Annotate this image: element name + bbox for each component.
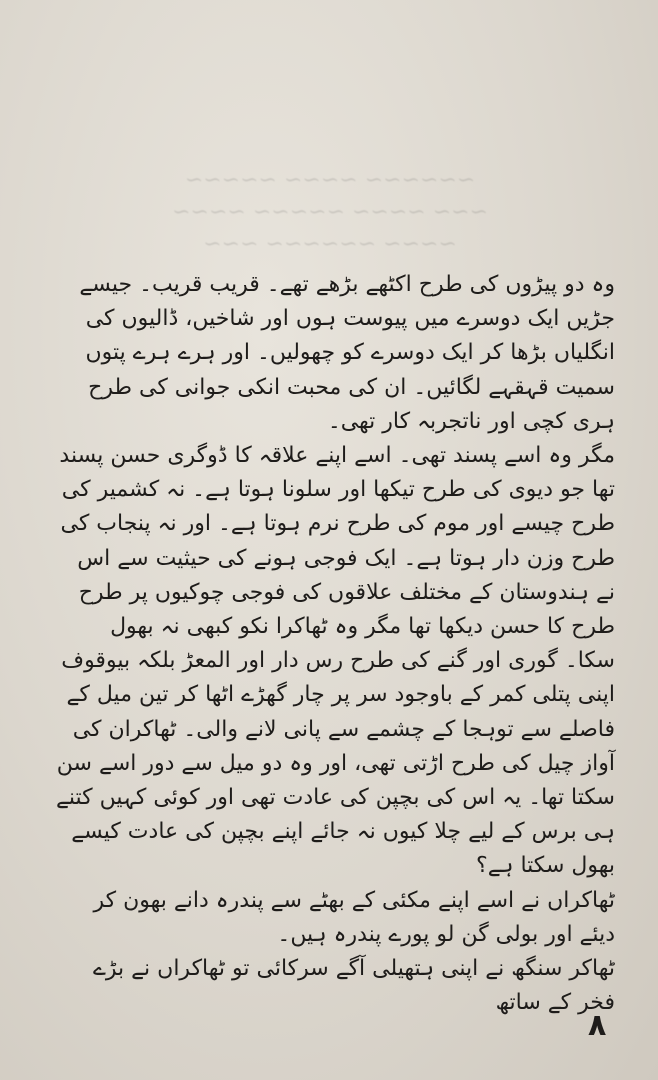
paragraph-4: ٹھاکر سنگھ نے اپنی ہتھیلی آگے سرکائی تو ٹھاکراں نے بڑے فخر کے ساتھ <box>93 956 615 1016</box>
paragraph-1: وہ دو پیڑوں کی طرح اکٹھے بڑھے تھے۔ قریب قریب۔ جیسے جڑیں ایک دوسرے میں پیوست ہوں اور شاخیں، ڈالیوں کی انگلیاں بڑھا کر ایک دوسرے کو چھولیں۔ اور ہرے ہرے پتوں سمیت قہقہے لگائیں۔ ان کی محبت انکی جوانی کی طرح ہری کچی اور ناتجربہ کار تھی۔ <box>79 272 615 434</box>
page-number: ۸ <box>588 1008 607 1043</box>
paragraph-3: ٹھاکراں نے اسے اپنے مکئی کے بھٹے سے پندرہ دانے بھون کر دیئے اور بولی گن لو پورے پندرہ ہیں۔ <box>93 887 615 947</box>
reverse-side-bleed-through: ~~~~~ ~~~~ ~~~~~~ ~~~~ ~~~~~ ~~~~ ~~~ ~~~ ~~~~~~ ~~~~ <box>172 168 488 257</box>
body-text <box>55 268 615 1020</box>
paragraph-2: مگر وہ اسے پسند تھی۔ اسے اپنے علاقہ کا ڈوگری حسن پسند تھا جو دیوی کی طرح تیکھا اور سلونا ہوتا ہے۔ نہ کشمیر کی طرح چیسے اور موم کی طرح نرم ہوتا ہے۔ اور نہ پنجاب کی طرح وزن دار ہوتا ہے۔ ایک فوجی ہونے کی حیثیت سے اس نے ہندوستان کے مختلف علاقوں کی فوجی چوکیوں پر طرح طرح کا حسن دیکھا تھا مگر وہ ٹھاکرا نکو کبھی نہ بھول سکا۔ گوری اور گنے کی طرح رس دار اور المعڑ بلکہ بیوقوف اپنی پتلی کمر کے باوجود سر پر چار گھڑے اٹھا کر تین میل کے فاصلے سے توہجا کے چشمے سے پانی لانے والی۔ ٹھاکران کی آواز چیل کی طرح اڑتی تھی، اور وہ دو میل سے دور اسے سن سکتا تھا۔ یہ اس کی بچپن کی عادت تھی اور کوئی کہیں کتنے ہی برس کے لیے چلا کیوں نہ جائے اپنے بچپن کی عادت کیسے بھول سکتا ہے؟ <box>55 443 615 879</box>
